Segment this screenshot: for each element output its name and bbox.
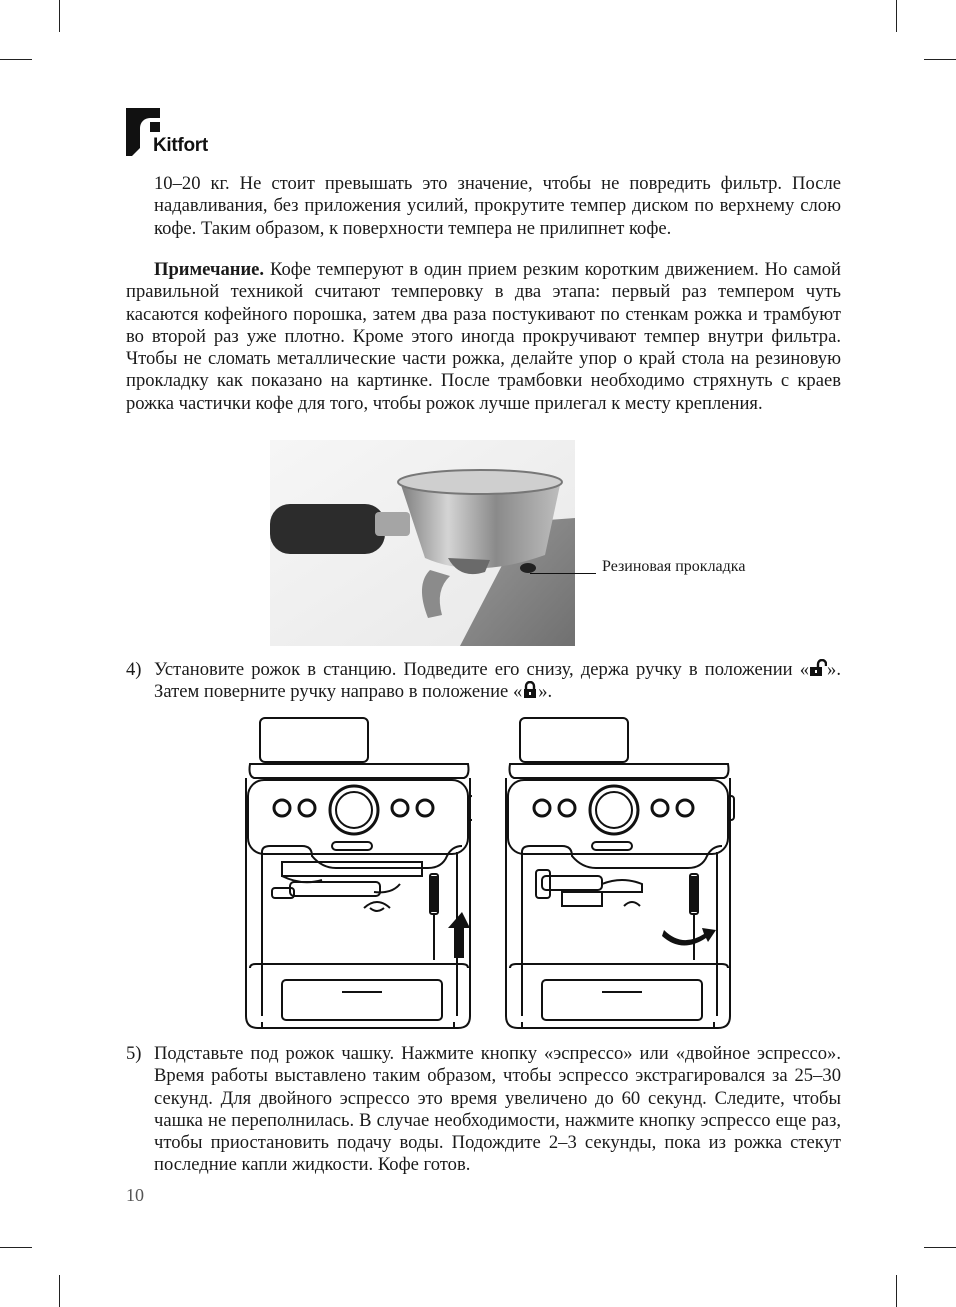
machine-illustration-right — [502, 716, 742, 1032]
lock-icon — [522, 681, 538, 699]
note-text: Кофе темперуют в один прием резким коротким движением. Но самой правильной техникой считают темперовку в два этапа: первый раз темпером чуть касаются кофейного порошка, затем два раза постукивают по стенкам рожка и трамбуют во второй раз уже плотно. Кроме этого иногда прокручивают темпер внутри фильтра. Чтобы не сломать металлические части рожка, делайте упор о край стола на резиновую прокладку как показано на картинке. После трамбовки необходимо стряхнуть с краев рожка частички кофе для того, чтобы рожок лучше прилегал к месту крепления. — [126, 259, 841, 414]
step-5-text: Подставьте под рожок чашку. Нажмите кнопку «эспрессо» или «двойное эспрессо». Время работы выставлено таким образом, чтобы эспрессо экстрагировался за 25–30 секунд. Для двойного эспрессо это время увеличено до 60 секунд. Следите, чтобы чашка не переполнилась. В случае необходимости, нажмите кнопку эспрессо еще раз, чтобы приостановить подачу воды. Подождите 2–3 секунды, пока из рожка стекут последние капли жидкости. Кофе готов. — [154, 1043, 841, 1176]
callout-line — [530, 573, 596, 574]
crop-mark — [924, 1247, 956, 1248]
paragraph-continuation: 10–20 кг. Не стоит превышать это значение, чтобы не повредить фильтр. После надавливания, без приложения усилий, прокрутите темпер диском по верхнему слою кофе. Таким образом, к поверхности темпера не прилипнет кофе. — [154, 173, 841, 239]
step-5-number: 5) — [126, 1043, 142, 1064]
photo-caption: Резиновая прокладка — [602, 558, 746, 575]
crop-mark — [896, 1275, 897, 1307]
note-paragraph — [126, 259, 841, 415]
machine-illustration-left — [242, 716, 472, 1032]
unlock-icon — [809, 659, 827, 677]
page-number: 10 — [126, 1185, 144, 1205]
crop-mark — [0, 59, 32, 60]
crop-mark — [59, 1275, 60, 1307]
brand-name: Kitfort — [153, 135, 208, 156]
crop-mark — [59, 0, 60, 32]
portafilter-photo — [270, 440, 575, 646]
crop-mark — [924, 59, 956, 60]
crop-mark — [0, 1247, 32, 1248]
step-4-text: Установите рожок в станцию. Подведите его снизу, держа ручку в положении « ». Затем поверните ручку направо в положение « ». — [154, 659, 841, 703]
note-label: Примечание. — [154, 259, 265, 280]
crop-mark — [896, 0, 897, 32]
step-4-number: 4) — [126, 659, 142, 680]
